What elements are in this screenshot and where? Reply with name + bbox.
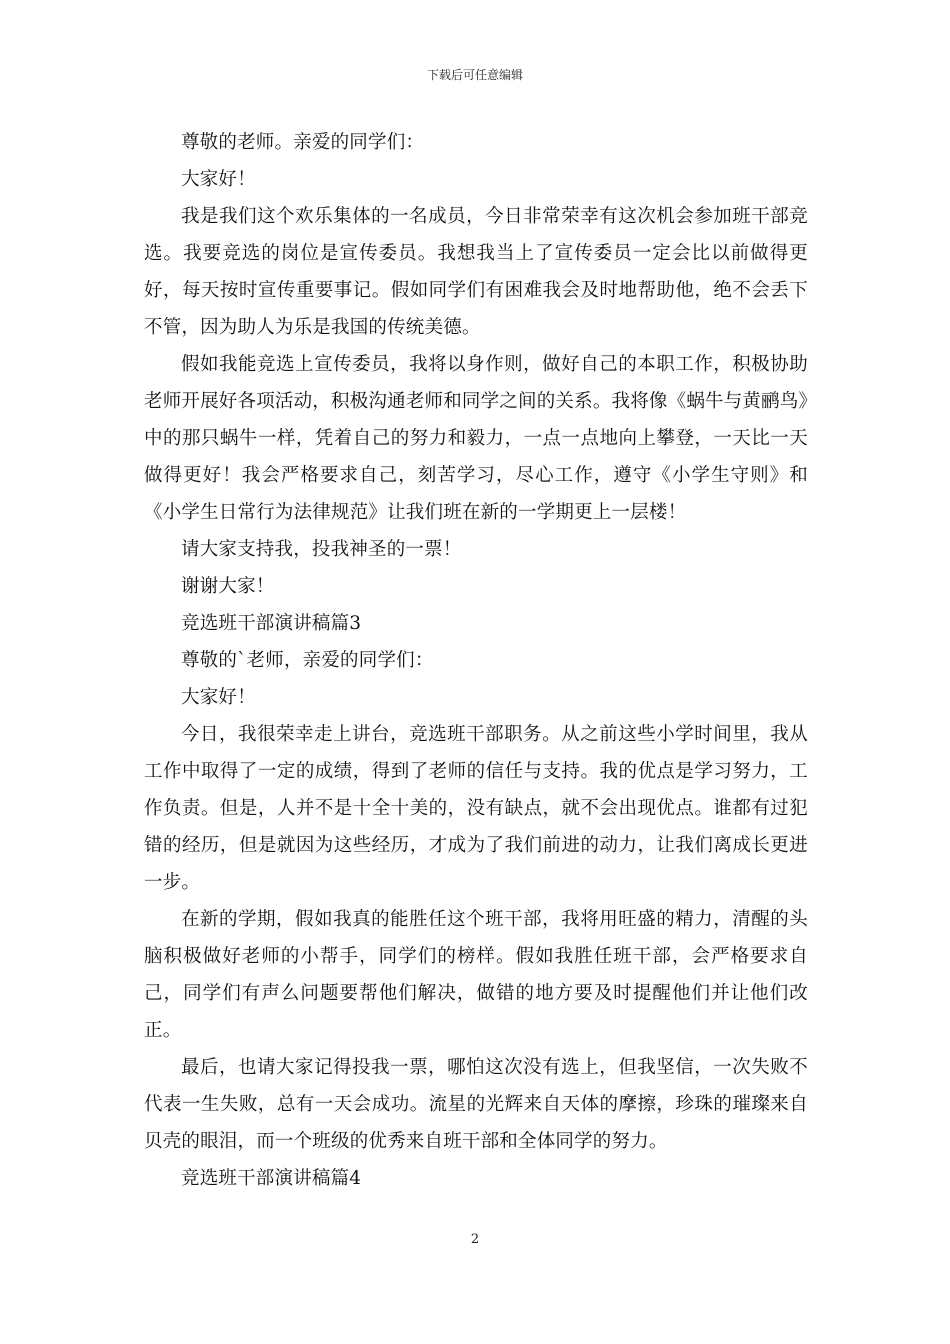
page-number: 2 (470, 1232, 480, 1247)
salutation: 尊敬的老师。亲爱的同学们： (181, 132, 425, 153)
header-note: 下载后可任意编辑 (426, 68, 523, 82)
body-paragraph: 今日，我很荣幸走上讲台，竞选班干部职务。从之前这些小学时间里，我从工作中取得了一定的成绩，得到了老师的信任与支持。我的优点是学习努力，工作负责。但是，人并不是十全十美的，没有缺点，就不会出现优点。谁都有过犯错的经历，但是就因为这些经历，才成为了我们前进的动力，让我们离成长更进一步。 (144, 724, 808, 893)
greeting: 大家好！ (181, 687, 256, 708)
section-title: 竞选班干部演讲稿篇4 (181, 1168, 362, 1189)
body-paragraph: 在新的学期，假如我真的能胜任这个班干部，我将用旺盛的精力，清醒的头脑积极做好老师的小帮手，同学们的榜样。假如我胜任班干部，会严格要求自己，同学们有声么问题要帮他们解决，做错的地方要及时提醒他们并让他们改正。 (144, 909, 808, 1041)
salutation: 尊敬的`老师，亲爱的同学们： (181, 650, 434, 671)
document-body (144, 124, 808, 1197)
closing: 谢谢大家！ (181, 576, 275, 597)
body-paragraph: 我是我们这个欢乐集体的一名成员，今日非常荣幸有这次机会参加班干部竞选。我要竞选的岗位是宣传委员。我想我当上了宣传委员一定会比以前做得更好，每天按时宣传重要事记。假如同学们有困难我会及时地帮助他，绝不会丢下不管，因为助人为乐是我国的传统美德。 (144, 206, 808, 338)
page-footer (0, 1232, 950, 1247)
body-paragraph: 假如我能竞选上宣传委员，我将以身作则，做好自己的本职工作，积极协助老师开展好各项活动，积极沟通老师和同学之间的关系。我将像《蜗牛与黄鹂鸟》中的那只蜗牛一样，凭着自己的努力和毅力，一点一点地向上攀登，一天比一天做得更好！我会严格要求自己，刻苦学习，尽心工作，遵守《小学生守则》和《小学生日常行为法律规范》让我们班在新的一学期更上一层楼！ (144, 354, 808, 523)
body-paragraph: 请大家支持我，投我神圣的一票！ (181, 539, 462, 560)
body-paragraph: 最后，也请大家记得投我一票，哪怕这次没有选上，但我坚信，一次失败不代表一生失败，总有一天会成功。流星的光辉来自天体的摩擦，珍珠的璀璨来自贝壳的眼泪，而一个班级的优秀来自班干部和全体同学的努力。 (144, 1057, 808, 1152)
greeting: 大家好！ (181, 169, 256, 190)
page-header (0, 66, 950, 83)
section-title: 竞选班干部演讲稿篇3 (181, 613, 362, 634)
